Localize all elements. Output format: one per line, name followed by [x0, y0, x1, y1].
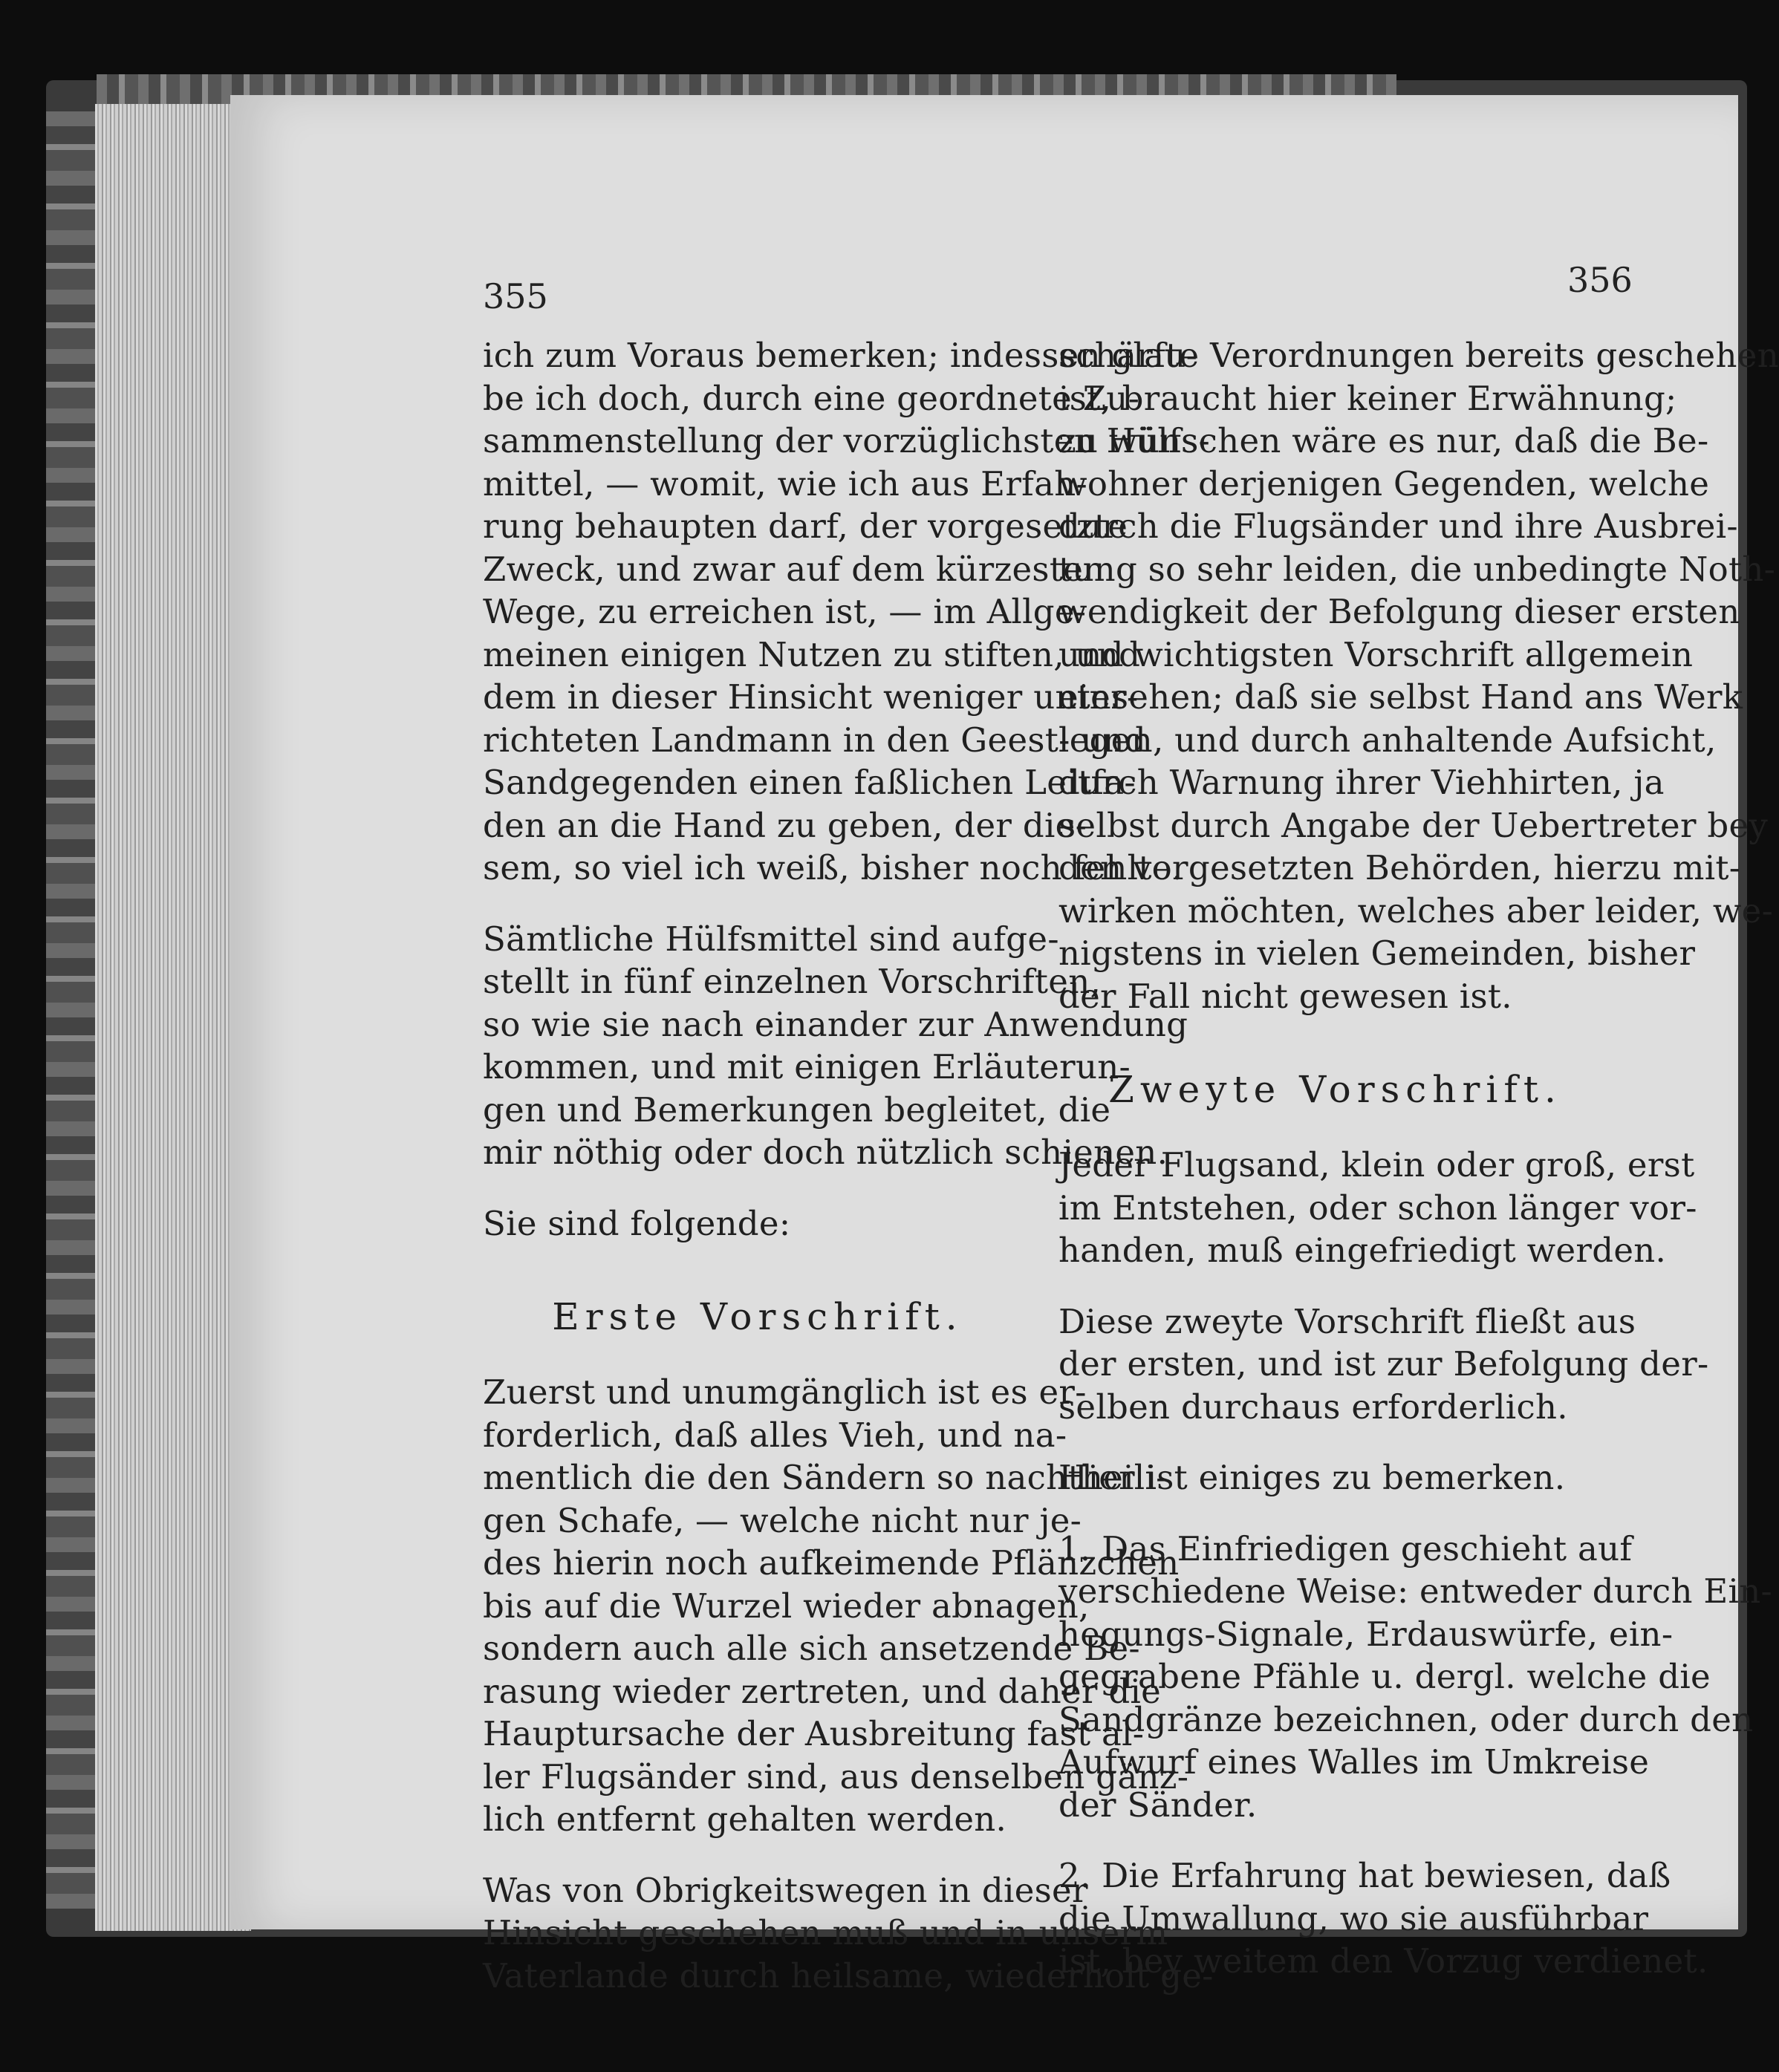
text-line: ist, braucht hier keiner Erwähnung;: [1058, 378, 1677, 418]
paragraph: [1058, 1854, 1708, 1983]
text-line: im Entstehen, oder schon länger vor-: [1058, 1188, 1697, 1228]
text-line: des hierin noch aufkeimende Pflänzchen: [483, 1543, 1180, 1583]
text-line: gen und Bemerkungen begleitet, die: [483, 1089, 1111, 1130]
text-line: den vorgesetzten Behörden, hierzu mit-: [1058, 848, 1741, 887]
page-number-left: 355: [483, 276, 548, 316]
text-line: Vaterlande durch heilsame, wiederholt ge-: [483, 1955, 1214, 1996]
text-line: Zweck, und zwar auf dem kürzesten: [483, 549, 1105, 589]
paragraph-gap: [1058, 1272, 1612, 1300]
text-line: ich zum Voraus bemerken; indessen glau-: [483, 336, 1198, 375]
section-gap: [483, 1343, 1032, 1371]
text-line: mentlich die den Sändern so nachtheili-: [483, 1458, 1168, 1497]
text-line: wendigkeit der Befolgung dieser ersten: [1058, 592, 1740, 631]
text-line: bis auf die Wurzel wieder abnagen,: [483, 1586, 1090, 1626]
text-line: 2. Die Erfahrung hat bewiesen, daß: [1058, 1856, 1671, 1895]
section-gap: [483, 1245, 1032, 1291]
text-line: die Umwallung, wo sie ausführbar: [1058, 1898, 1649, 1938]
text-line: verschiedene Weise: entweder durch Ein-: [1058, 1571, 1773, 1611]
marbled-cover-edge: [46, 111, 97, 1909]
section-gap: [1058, 1115, 1612, 1144]
text-line: Hier ist einiges zu bemerken.: [1058, 1458, 1566, 1497]
paragraph: [483, 334, 1210, 890]
text-line: Aufwurf eines Walles im Umkreise: [1058, 1742, 1650, 1782]
paragraph-gap: [1058, 1499, 1612, 1528]
text-line: sem, so viel ich weiß, bisher noch fehlte.: [483, 848, 1183, 887]
text-line: richteten Landmann in den Geest- und: [483, 720, 1146, 760]
text-line: so wie sie nach einander zur Anwendung: [483, 1004, 1188, 1044]
text-line: selben durchaus erforderlich.: [1058, 1387, 1568, 1427]
text-line: handen, muß eingefriedigt werden.: [1058, 1231, 1667, 1270]
text-line: stellt in fünf einzelnen Vorschriften,: [483, 962, 1102, 1001]
paragraph-gap: [483, 890, 1032, 918]
paragraph: [1058, 1300, 1709, 1429]
text-line: Sie sind folgende:: [483, 1203, 791, 1243]
text-line: Was von Obrigkeitswegen in dieser: [483, 1870, 1088, 1910]
text-line: ist, bey weitem den Vorzug verdienet.: [1058, 1941, 1708, 1981]
section-heading: Erste Vorschrift.: [552, 1295, 963, 1338]
text-line: der ersten, und ist zur Befolgung der-: [1058, 1344, 1709, 1384]
text-line: mir nöthig oder doch nützlich schienen.: [483, 1133, 1168, 1172]
text-line: Diese zweyte Vorschrift fließt aus: [1058, 1301, 1636, 1341]
paragraph: [1058, 334, 1779, 1017]
page-stack-edges: [95, 104, 251, 1931]
text-line: wirken möchten, welches aber leider, we-: [1058, 890, 1774, 931]
text-column-right: [1058, 334, 1779, 1983]
paragraph: [1058, 1528, 1773, 1827]
text-line: be ich doch, durch eine geordnete Zu-: [483, 378, 1140, 418]
paragraph: [483, 1869, 1214, 1998]
text-line: hegungs-Signale, Erdauswürfe, ein-: [1058, 1614, 1674, 1654]
text-line: durch die Flugsänder und ihre Ausbrei-: [1058, 506, 1738, 546]
text-line: Hinsicht geschehen muß und in unserm: [483, 1913, 1168, 1952]
paragraph-gap: [483, 1174, 1032, 1202]
paragraph: [1058, 1456, 1612, 1499]
text-line: forderlich, daß alles Vieh, und na-: [483, 1415, 1067, 1455]
text-line: 1. Das Einfriedigen geschieht auf: [1058, 1528, 1633, 1568]
text-line: einsehen; daß sie selbst Hand ans Werk: [1058, 677, 1743, 717]
paragraph: [483, 918, 1188, 1174]
text-line: gegrabene Pfähle u. dergl. welche die: [1058, 1657, 1711, 1696]
text-line: zu wünschen wäre es nur, daß die Be-: [1058, 421, 1709, 460]
text-line: sammenstellung der vorzüglichsten Hülfs-: [483, 421, 1210, 460]
text-line: ler Flugsänder sind, aus denselben gänz-: [483, 1756, 1189, 1796]
paragraph-gap: [1058, 1826, 1612, 1854]
text-line: mittel, — womit, wie ich aus Erfah-: [483, 463, 1087, 504]
text-line: Jeder Flugsand, klein oder groß, erst: [1058, 1145, 1695, 1185]
text-line: wohner derjenigen Gegenden, welche: [1058, 463, 1710, 504]
text-line: sondern auch alle sich ansetzende Be-: [483, 1629, 1140, 1668]
text-line: Sandgränze bezeichnen, oder durch den: [1058, 1699, 1754, 1739]
section-heading: Zweyte Vorschrift.: [1108, 1068, 1562, 1111]
text-line: lich entfernt gehalten werden.: [483, 1799, 1007, 1839]
paragraph-gap: [483, 1841, 1032, 1869]
text-line: Hauptursache der Ausbreitung fast al-: [483, 1714, 1145, 1753]
text-line: rasung wieder zertreten, und daher die: [483, 1671, 1162, 1711]
text-line: Sandgegenden einen faßlichen Leitfa-: [483, 763, 1136, 802]
text-line: rung behaupten darf, der vorgesetzte: [483, 506, 1128, 546]
text-line: selbst durch Angabe der Uebertreter bey: [1058, 805, 1769, 845]
text-line: legen, und durch anhaltende Aufsicht,: [1058, 720, 1717, 760]
paragraph: [483, 1202, 1032, 1245]
text-line: dem in dieser Hinsicht weniger unter-: [483, 677, 1139, 717]
page-number-right: 356: [1567, 260, 1633, 300]
text-line: meinen einigen Nutzen zu stiften, und: [483, 634, 1141, 674]
paragraph-gap: [1058, 1428, 1612, 1456]
paragraph: [1058, 1144, 1697, 1272]
text-line: nigstens in vielen Gemeinden, bisher: [1058, 934, 1696, 973]
text-line: den an die Hand zu geben, der die-: [483, 805, 1087, 845]
text-line: tung so sehr leiden, die unbedingte Noth-: [1058, 549, 1776, 589]
text-line: durch Warnung ihrer Viehhirten, ja: [1058, 763, 1665, 802]
text-line: Sämtliche Hülfsmittel sind aufge-: [483, 919, 1059, 959]
text-line: Zuerst und unumgänglich ist es er-: [483, 1372, 1087, 1412]
text-line: der Fall nicht gewesen ist.: [1058, 976, 1512, 1016]
text-line: schärfte Verordnungen bereits geschehen: [1058, 336, 1779, 375]
text-line: der Sänder.: [1058, 1785, 1258, 1825]
text-line: und wichtigsten Vorschrift allgemein: [1058, 634, 1694, 674]
text-line: gen Schafe, — welche nicht nur je-: [483, 1500, 1082, 1540]
text-line: kommen, und mit einigen Erläuterun-: [483, 1047, 1131, 1087]
text-line: Wege, zu erreichen ist, — im Allge-: [483, 592, 1087, 631]
section-gap: [1058, 1017, 1612, 1063]
